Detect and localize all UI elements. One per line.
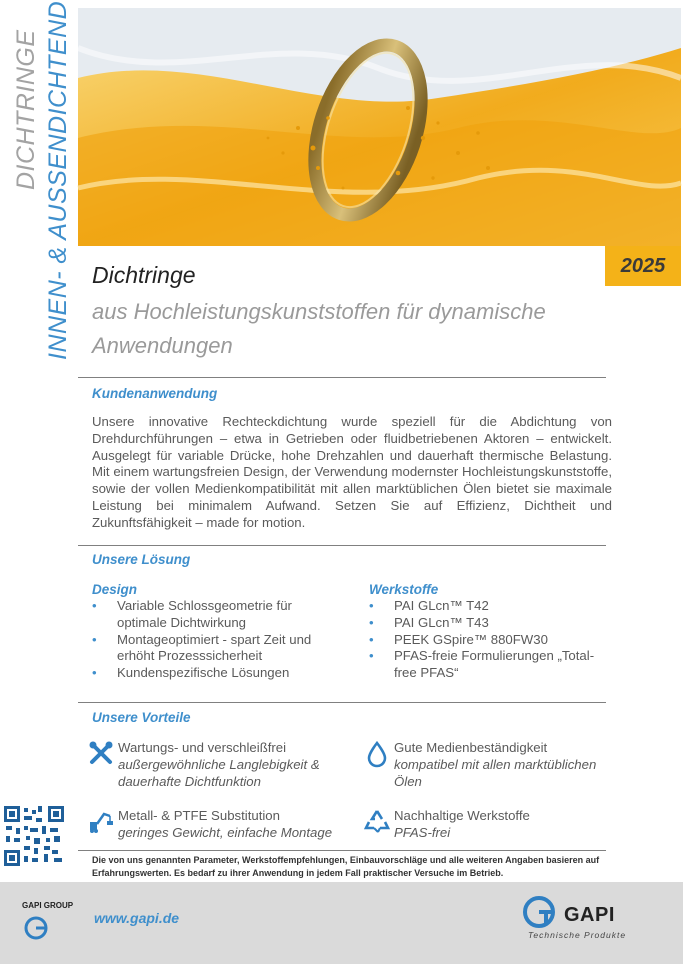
advantage-desc: kompatibel mit allen marktüblichen Ölen: [394, 757, 597, 789]
kundenanwendung-text: Unsere innovative Rechteckdichtung wurde speziell für die Abdichtung von Drehdurchführungen – etwa in Getrieben oder fluidbetriebenen Aktoren – entwickelt. Ausgelegt für variable Drücke, hohe Drehzahlen und dauerhaft thermische Belastung. Mit einem wartungsfreien Design, der Verwendung modernster Hochleistungskunststoffe, sowie der vollen Medienkompatibilität mit allen marktüblichen Ölen bietet sie maximale Leistung bei minimalem Aufwand. Setzen Sie auf Effizienz, Dichtheit und Zukunftsfähigkeit – made for motion.: [92, 414, 612, 530]
bullet: •: [369, 614, 374, 630]
year-badge: 2025: [605, 246, 681, 286]
recycle-icon: [364, 808, 390, 834]
advantage-item: [88, 740, 348, 792]
advantage-item: [364, 808, 624, 848]
wrench-cross-icon: [88, 740, 114, 766]
bullet: •: [369, 631, 374, 647]
divider: [78, 702, 606, 703]
bullet: •: [369, 598, 374, 613]
side-title-line2: INNEN- & AUSSENDICHTEND: [44, 0, 72, 360]
bullet: •: [92, 631, 97, 647]
section-heading-loesung: Unsere Lösung: [92, 552, 191, 567]
divider: [78, 850, 606, 851]
list-item: • Kundenspezifische Lösungen: [92, 665, 290, 681]
qr-code[interactable]: [4, 806, 64, 866]
gapi-brand-logo: [522, 894, 662, 944]
list-item: • Variable Schlossgeometrie für optimale Dichtwirkung: [92, 598, 292, 630]
advantage-item: [364, 740, 624, 792]
website-link[interactable]: www.gapi.de: [94, 910, 180, 926]
brand-name: GAPI: [564, 904, 615, 926]
advantage-desc: PFAS-frei: [394, 825, 451, 840]
page-title: Dichtringe: [92, 262, 196, 288]
side-title-line1: DICHTRINGE: [12, 29, 40, 190]
list-item: • PAI GLcn™ T42: [369, 598, 489, 613]
bullet: •: [369, 648, 374, 664]
advantage-title: Nachhaltige Werkstoffe: [394, 808, 530, 823]
advantage-desc: geringes Gewicht, einfache Montage: [118, 825, 333, 840]
bullet: •: [92, 598, 97, 613]
werkstoffe-list: [369, 598, 599, 682]
section-heading-vorteile: Unsere Vorteile: [92, 710, 191, 725]
footer: [0, 882, 683, 964]
bullet: •: [92, 665, 97, 681]
design-list: [92, 598, 342, 682]
advantage-title: Wartungs- und verschleißfrei: [118, 740, 287, 755]
page-subtitle: aus Hochleistungskunststoffen für dynamische Anwendungen: [92, 299, 546, 358]
divider: [78, 377, 606, 378]
list-item: • PFAS-freie Formulierungen „Total-free PFAS“: [369, 648, 595, 681]
list-item: • PAI GLcn™ T43: [369, 614, 489, 630]
gapi-group-logo: [20, 898, 74, 944]
logo-text: GAPI GROUP: [22, 901, 74, 910]
werkstoffe-heading: Werkstoffe: [369, 582, 439, 597]
side-title: [0, 0, 78, 800]
advantage-desc: außergewöhnliche Langlebigkeit & dauerhafte Dichtfunktion: [118, 757, 320, 789]
drop-icon: [364, 740, 390, 766]
advantage-item: [88, 808, 348, 848]
advantage-title: Gute Medienbeständigkeit: [394, 740, 548, 755]
brand-tagline: Technische Produkte: [528, 930, 627, 940]
divider: [78, 545, 606, 546]
list-item: • Montageoptimiert - spart Zeit und erhöht Prozesssicherheit: [92, 631, 312, 664]
design-heading: Design: [92, 582, 138, 597]
section-heading-kundenanwendung: Kundenanwendung: [92, 386, 218, 401]
list-item: • PEEK GSpire™ 880FW30: [369, 631, 548, 647]
hero-image: [78, 8, 681, 246]
disclaimer: Die von uns genannten Parameter, Werkstoffempfehlungen, Einbauvorschläge und alle weiteren Angaben basieren auf Erfahrungswerten. Es bedarf zu ihrer Anwendung in jedem Fall praktischer Versuche im Betrieb.: [92, 855, 600, 878]
advantage-title: Metall- & PTFE Substitution: [118, 808, 280, 823]
crane-icon: [88, 808, 114, 834]
gapi-logo-icon: [522, 894, 562, 930]
